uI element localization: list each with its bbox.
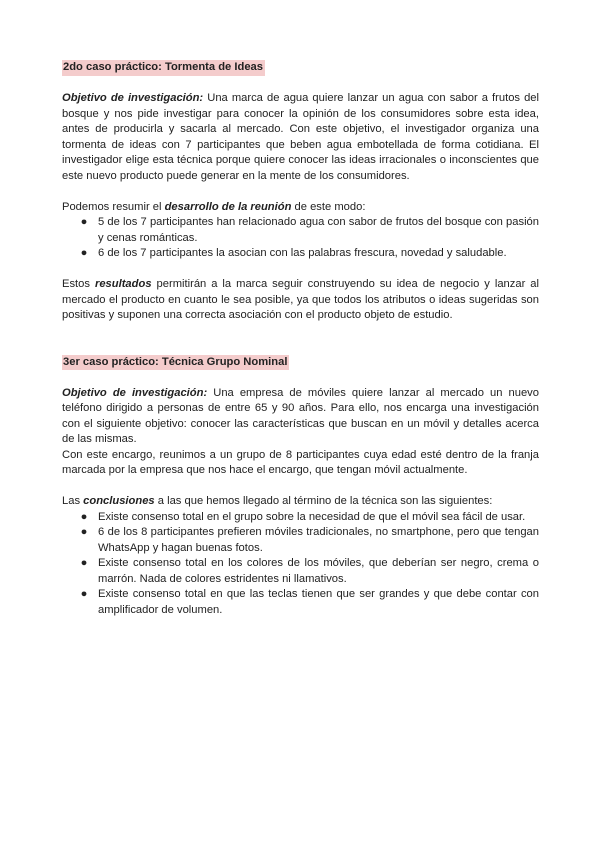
list-item-text: 5 de los 7 participantes han relacionado agua con sabor de frutos del bosque con pasión y cenas románticas. [98,216,539,244]
list-item-text: 6 de los 7 participantes la asocian con las palabras frescura, novedad y saludable. [98,247,507,259]
bullet-icon: ● [80,526,88,538]
bullet-icon: ● [80,216,88,228]
case2-objective [62,91,539,184]
case3-conclusions-pre: Las [62,495,84,507]
case2-summary-post: de este modo: [291,200,366,213]
case2-summary-intro [62,200,539,216]
list-item [62,246,539,262]
list-item-text: Existe consenso total en los colores de los móviles, que deberían ser negro, crema o marrón. Nada de colores estridentes ni llamativos. [98,557,539,585]
case2-bullet-list [62,215,539,262]
case3-conclusions-intro [62,494,539,510]
list-item-text: Existe consenso total en que las teclas tienen que ser grandes y que debe contar con amplificador de volumen. [98,588,539,616]
list-item [62,556,539,587]
case2-heading: 2do caso práctico: Tormenta de Ideas [62,60,265,76]
case3-conclusions-post: a las que hemos llegado al término de la técnica son las siguientes: [154,495,493,507]
case2-results [62,277,539,324]
case3-objective-label: Objetivo de investigación: [62,386,208,399]
case3-assignment: Con este encargo, reunimos a un grupo de 8 participantes cuya edad esté dentro de la franja marcada por la empresa que nos hace el encargo, que tengan móvil actualmente. [62,448,539,476]
list-item-text: Existe consenso total en el grupo sobre la necesidad de que el móvil sea fácil de usar. [98,510,526,523]
case2-results-post: permitirán a la marca seguir construyendo su idea de negocio y lanzar al mercado el producto en cuanto le sea posible, ya que todos los atributos o ideas sugeridas son positivas y suponen una correcta asociación con el producto objeto de estudio. [62,278,540,321]
case3-objective [62,386,539,448]
case3-objective-text: Una empresa de móviles quiere lanzar al mercado un nuevo teléfono dirigido a personas de entre 65 y 90 años. Para ello, nos encarga una investigación con el siguiente objetivo: conocer las características que buscan en un móvil y detalles acerca de las mismas. [62,386,539,445]
list-item [62,525,539,556]
case3-conclusions-emphasis: conclusiones [83,495,155,507]
case2-objective-label: Objetivo de investigación: [62,92,204,104]
list-item [62,587,539,618]
case2-summary-pre: Podemos resumir el [62,200,165,213]
case2-results-emphasis: resultados [94,278,152,290]
bullet-icon: ● [80,557,88,569]
case2-objective-text: Una marca de agua quiere lanzar un agua con sabor a frutos del bosque y nos pide investigar para conocer la opinión de los consumidores sobre esta idea, antes de producirla y sacarla al mercado. Con este objetivo, el investigador organiza una tormenta de ideas con 7 participantes que beben agua embotellada de forma cotidiana. El investigador elige esta técnica porque quiere conocer las ideas irracionales o inconscientes que este nuevo producto puede generar en la mente de los consumidores. [62,92,540,182]
bullet-icon: ● [80,588,88,600]
case2-summary-emphasis: desarrollo de la reunión [164,200,292,213]
list-item-text: 6 de los 8 participantes prefieren móviles tradicionales, no smartphone, pero que tengan WhatsApp y hagan buenas fotos. [98,526,539,554]
case3-heading: 3er caso práctico: Técnica Grupo Nominal [62,355,289,371]
document-page [62,60,539,618]
bullet-icon: ● [80,510,88,523]
case3-bullet-list [62,510,539,619]
case2-results-pre: Estos [62,278,95,290]
bullet-icon: ● [80,247,88,259]
list-item [62,215,539,246]
list-item [62,510,539,526]
